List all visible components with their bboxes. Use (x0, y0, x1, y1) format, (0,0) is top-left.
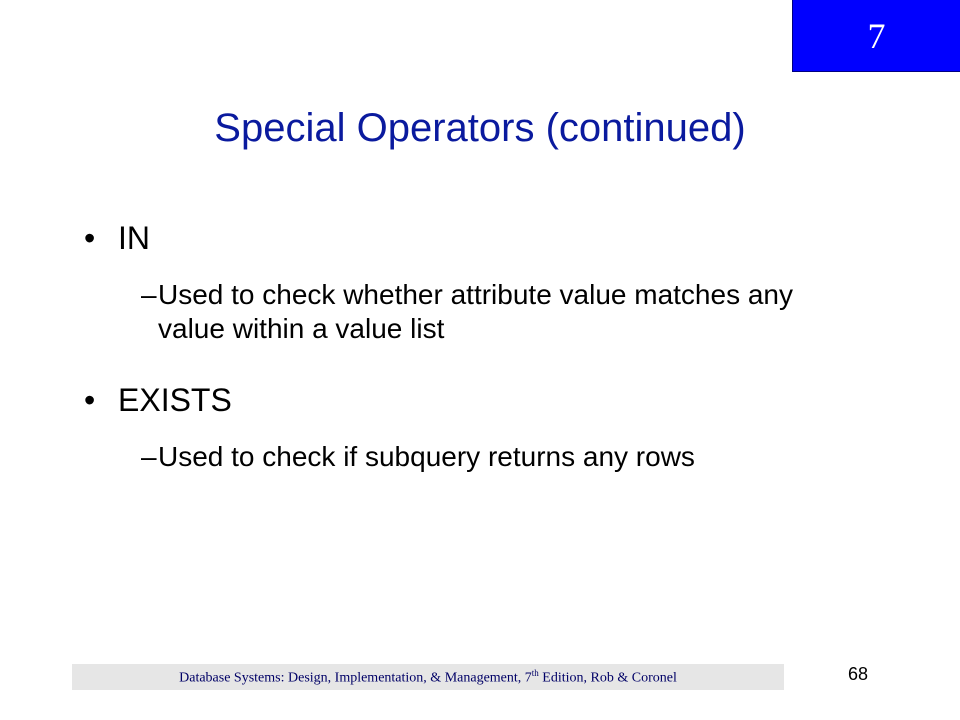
chapter-box (792, 0, 960, 72)
slide-title: Special Operators (continued) (214, 106, 746, 150)
footer-citation-end: Edition, Rob & Coronel (538, 670, 677, 686)
footer-citation (179, 668, 677, 687)
footer-citation-start: Database Systems: Design, Implementation, & Management, 7 (179, 670, 532, 686)
bullet-label: EXISTS (118, 382, 232, 418)
sub-bullet-item (141, 440, 844, 474)
sub-bullet-text: Used to check whether attribute value matches any value within a value list (158, 279, 794, 344)
bullet-marker: • (84, 220, 96, 256)
sub-bullet-item (141, 278, 844, 346)
chapter-number: 7 (867, 15, 886, 56)
footer-bar (72, 664, 784, 690)
bullet-label: IN (118, 220, 150, 256)
bullet-item (84, 378, 844, 422)
footer-citation-superscript: th (531, 667, 539, 678)
sub-bullet-text: Used to check if subquery returns any rows (158, 441, 695, 472)
sub-bullet-marker: – (141, 279, 157, 310)
page-number: 68 (848, 664, 869, 684)
bullet-marker: • (84, 382, 96, 418)
slide-content (84, 216, 844, 506)
bullet-item (84, 216, 844, 260)
sub-bullet-marker: – (141, 441, 157, 472)
